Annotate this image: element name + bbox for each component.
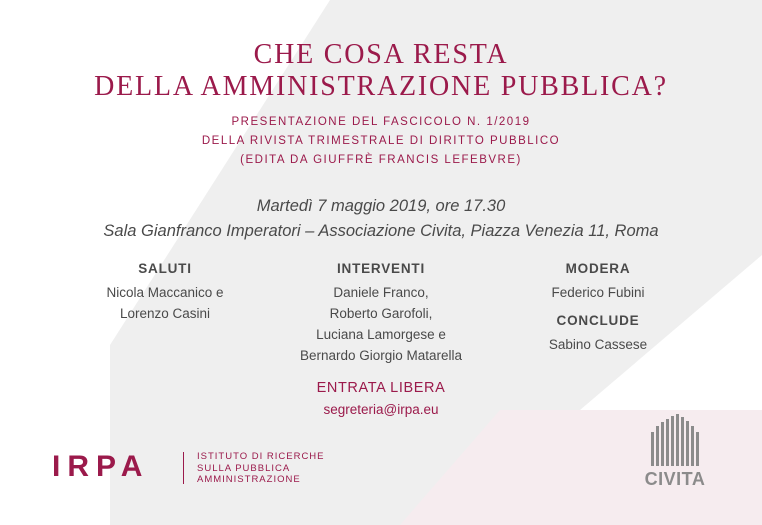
title-line-2: DELLA AMMINISTRAZIONE PUBBLICA? [94,71,668,102]
subtitle-line-2: DELLA RIVISTA TRIMESTRALE DI DIRITTO PUBBLICO [201,135,561,147]
irpa-subtitle-line: SULLA PUBBLICA [197,462,291,474]
interventi-column [281,262,481,366]
subtitle-line-3: (EDITA DA GIUFFRÈ FRANCIS LEFEBVRE) [240,154,522,166]
irpa-subtitle-line: AMMINISTRAZIONE [197,474,301,485]
title-line-1: CHE COSA RESTA [253,39,509,70]
interventi-heading: INTERVENTI [336,261,425,276]
event-venue: Sala Gianfranco Imperatori – Associazione Civita, Piazza Venezia 11, Roma [103,222,659,240]
interventi-name: Daniele Franco, [333,284,429,300]
interventi-name: Luciana Lamorgese e [316,326,446,342]
civita-logo-icon [649,414,703,468]
conclude-column [528,314,668,355]
event-date-time: Martedì 7 maggio 2019, ore 17.30 [256,197,506,215]
email-link[interactable]: segreteria@irpa.eu [323,402,439,417]
subtitle-line-1: PRESENTAZIONE DEL FASCICOLO N. 1/2019 [231,116,531,128]
saluti-heading: SALUTI [138,261,192,276]
irpa-logo-subtitle [197,451,325,486]
irpa-logo-divider [183,452,184,484]
saluti-column [95,262,235,324]
modera-column [528,262,668,303]
irpa-subtitle-line: ISTITUTO DI RICERCHE [197,451,325,462]
conclude-name: Sabino Cassese [548,336,648,352]
civita-logo-text: CIVITA [644,469,706,489]
modera-name: Federico Fubini [551,284,645,300]
interventi-name: Bernardo Giorgio Matarella [299,347,463,363]
modera-heading: MODERA [565,261,631,276]
saluti-name: Lorenzo Casini [119,305,211,321]
entrata-libera: ENTRATA LIBERA [316,380,446,396]
irpa-logo: IRPA [52,450,150,483]
saluti-name: Nicola Maccanico e [106,284,224,300]
conclude-heading: CONCLUDE [556,313,640,328]
interventi-name: Roberto Garofoli, [329,305,433,321]
